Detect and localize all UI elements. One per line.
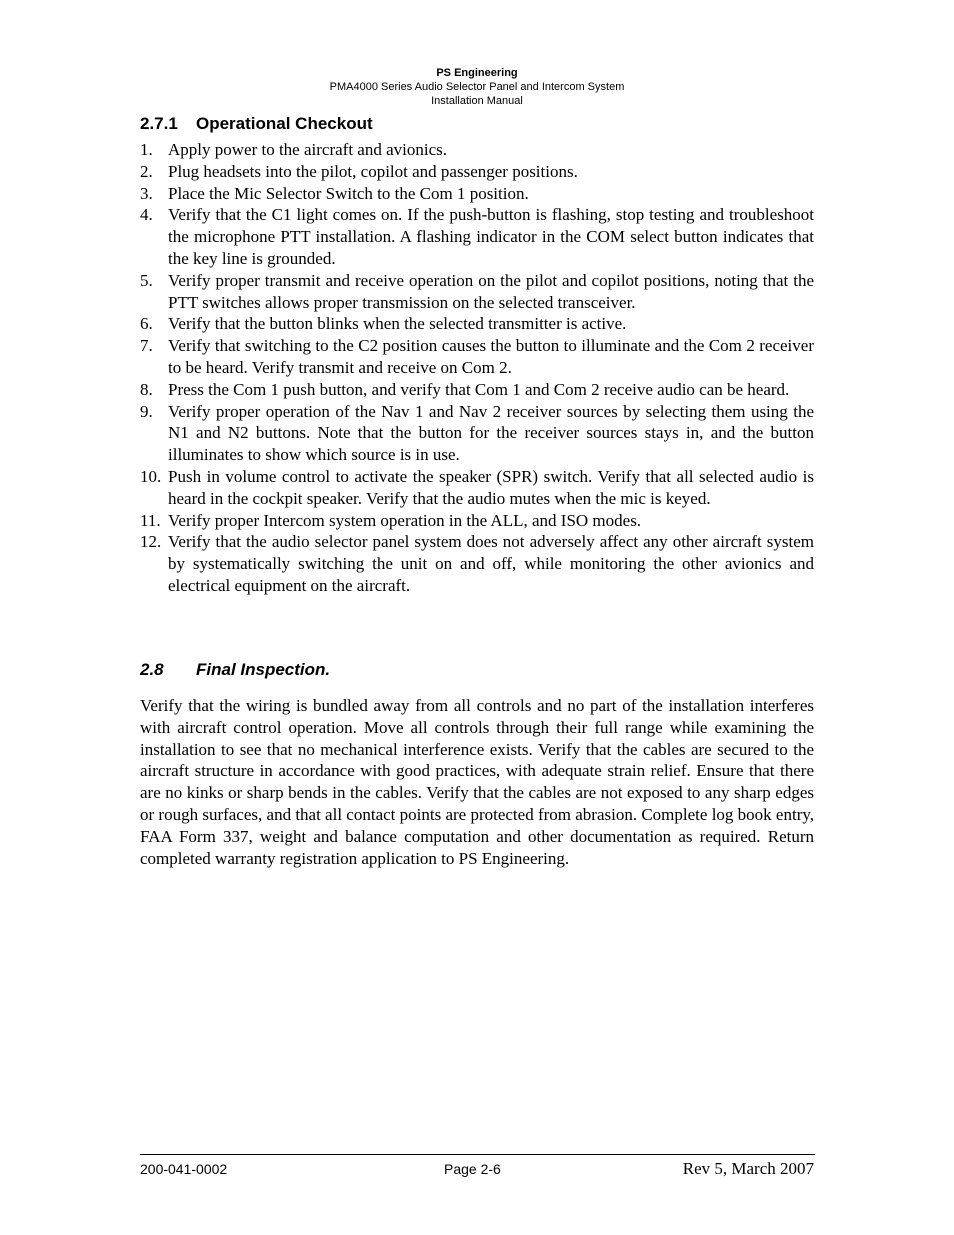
step-number: 6. [140,314,153,334]
step-number: 4. [140,205,153,225]
step-number: 9. [140,401,153,421]
step-number: 8. [140,379,153,399]
step-text: Verify that switching to the C2 position causes the button to illuminate and the Com 2 receiver to be heard. Verify transmit and receive on Com 2. [168,336,814,377]
list-item [140,510,814,532]
step-text: Plug headsets into the pilot, copilot and passenger positions. [168,161,578,181]
step-text: Place the Mic Selector Switch to the Com 1 position. [168,183,529,203]
header-title: PMA4000 Series Audio Selector Panel and Intercom System [329,81,625,93]
section-number: 2.7.1 [140,114,178,133]
step-text: Verify proper transmit and receive operation on the pilot and copilot positions, noting that the PTT switches allows proper transmission on the selected transceiver. [168,270,814,312]
header-manual: Installation Manual [431,95,523,107]
list-item [140,531,814,596]
step-number: 10. [140,466,162,486]
step-text: Press the Com 1 push button, and verify that Com 1 and Com 2 receive audio can be heard. [168,379,790,399]
footer-revision: Rev 5, March 2007 [682,1159,814,1178]
checkout-steps-list [140,139,814,597]
section-number: 2.8 [140,660,164,679]
step-text: Apply power to the aircraft and avionics. [168,140,447,159]
list-item [140,183,814,205]
step-text: Verify proper Intercom system operation in the ALL, and ISO modes. [168,510,642,530]
footer-divider [140,1154,815,1155]
final-inspection-paragraph: Verify that the wiring is bundled away from all controls and no part of the installation interferes with aircraft control operation. Move all controls through their full range while examining the installation to see that no mechanical interference exists. Verify that the cables are secured to the aircraft structure in accordance with good practices, with adequate strain relief. Ensure that there are no kinks or sharp bends in the cables. Verify that the cables are not exposed to any sharp edges or rough surfaces, and that all contact points are protected from abrasion. Complete log book entry, FAA Form 337, weight and balance computation and other documentation as required. Return completed warranty registration application to PS Engineering. [140,696,814,868]
step-number: 11. [140,510,161,530]
list-item [140,161,814,183]
step-text: Verify that the C1 light comes on. If the push-button is flashing, stop testing and troubleshoot the microphone PTT installation. A flashing indicator in the COM select button indicates that the key line is grounded. [168,205,814,268]
step-number: 7. [140,336,153,356]
step-text: Verify that the button blinks when the selected transmitter is active. [168,314,627,334]
step-number: 3. [140,183,153,203]
section-title: Operational Checkout [196,114,373,133]
footer-doc-number: 200-041-0002 [140,1161,228,1177]
step-number: 2. [140,161,153,181]
header-company: PS Engineering [436,67,518,79]
section-heading-final-inspection [140,660,330,680]
list-item [140,401,814,466]
list-item [140,313,814,335]
step-number: 12. [140,532,162,552]
step-number: 5. [140,270,153,290]
list-item [140,139,814,161]
list-item [140,466,814,510]
section-heading-operational-checkout [140,114,373,134]
list-item [140,204,814,269]
list-item [140,335,814,379]
step-number: 1. [140,140,153,159]
list-item [140,379,814,401]
step-text: Push in volume control to activate the speaker (SPR) switch. Verify that all selected audio is heard in the cockpit speaker. Verify that the audio mutes when the mic is keyed. [168,466,814,508]
step-text: Verify proper operation of the Nav 1 and Nav 2 receiver sources by selecting them using the N1 and N2 buttons. Note that the button for the receiver sources stays in, and the button illuminates to show which source is in use. [168,401,814,465]
footer-page-number: Page 2-6 [444,1161,501,1177]
step-text: Verify that the audio selector panel system does not adversely affect any other aircraft system by systematically switching the unit on and off, while monitoring the other avionics and electrical equipment on the aircraft. [168,532,814,595]
list-item [140,270,814,314]
section-title: Final Inspection. [196,660,331,679]
